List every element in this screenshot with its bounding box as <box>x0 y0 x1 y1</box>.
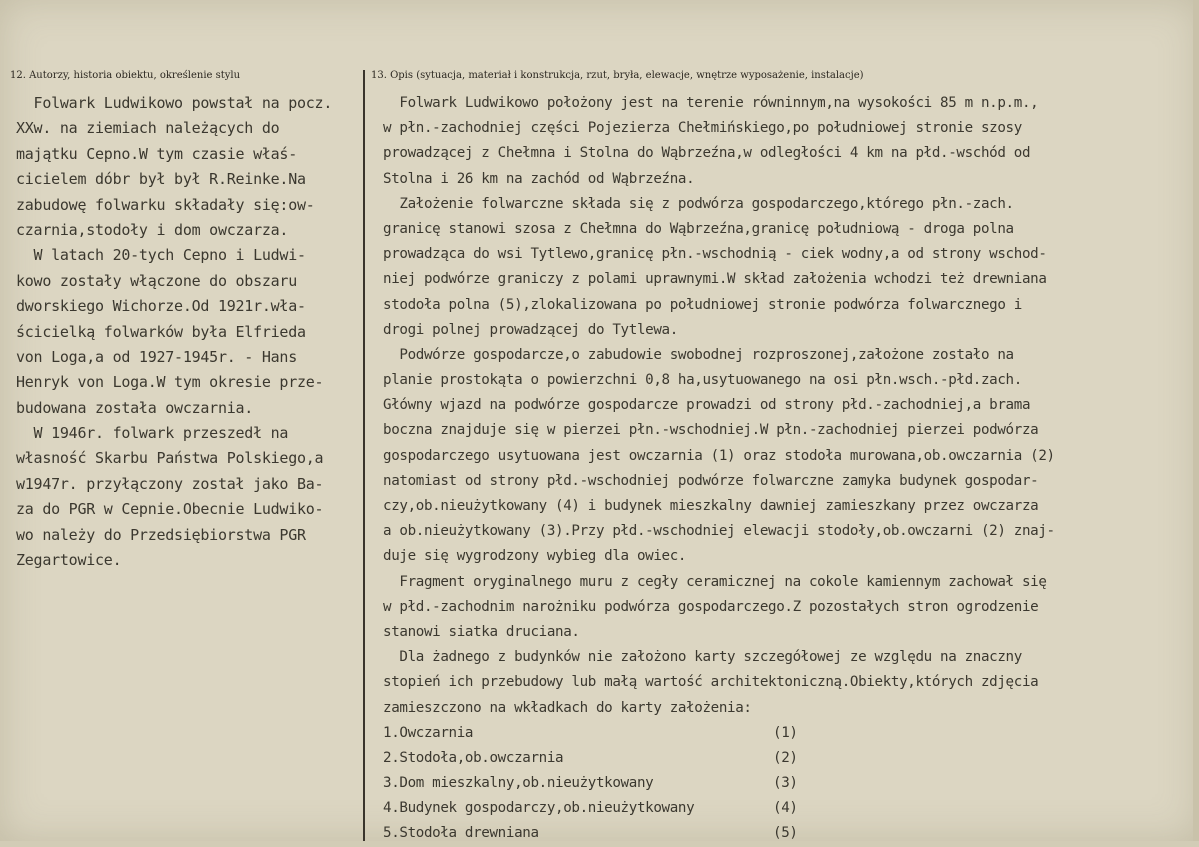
object-name: 2.Stodoła,ob.owczarnia <box>383 749 564 766</box>
history-line: kowo zostały włączone do obszaru <box>16 271 297 290</box>
object-number: (5) <box>773 825 798 842</box>
description-line: Folwark Ludwikowo położony jest na terenie równinnym,na wysokości 85 m n.p.m., <box>383 95 1039 111</box>
description-line: boczna znajduje się w pierzei płn.-wschodniej.W płn.-zachodniej pierzei podwórza <box>383 422 1039 439</box>
description-line: Stolna i 26 km na zachód od Wąbrzeźna. <box>383 170 695 187</box>
history-line: własność Skarbu Państwa Polskiego,a <box>16 449 324 468</box>
left-column-header: 12. Autorzy, historia obiektu, określenie stylu <box>10 70 241 81</box>
object-list-item <box>383 771 1193 796</box>
description-line: w płd.-zachodnim narożniku podwórza gospodarczego.Z pozostałych stron ogrodzenie <box>383 598 1039 615</box>
object-name: 1.Owczarnia <box>383 724 474 741</box>
description-line: zamieszczono na wkładkach do karty założenia: <box>383 699 752 716</box>
column-divider <box>363 70 365 841</box>
history-line: zabudowę folwarku składały się:ow- <box>16 195 315 214</box>
history-line: Folwark Ludwikowo powstał na pocz. <box>16 94 333 112</box>
description-line: niej podwórze graniczy z polami uprawnymi.W skład założenia wchodzi też drewniana <box>383 271 1047 288</box>
description-line: stopień ich przebudowy lub małą wartość architektoniczną.Obiekty,których zdjęcia <box>383 674 1039 691</box>
object-list-item <box>383 821 1193 846</box>
history-line: wo należy do Przedsiębiorstwa PGR <box>16 525 306 544</box>
description-line: Założenie folwarczne składa się z podwórza gospodarczego,którego płn.-zach. <box>383 195 1014 212</box>
description-line: gospodarczego usytuowana jest owczarnia (1) oraz stodoła murowana,ob.owczarnia (2) <box>383 447 1055 464</box>
object-number: (3) <box>773 775 798 792</box>
object-list-item <box>383 721 1193 746</box>
description-line: Podwórze gospodarcze,o zabudowie swobodnej rozproszonej,założone zostało na <box>383 346 1014 363</box>
description-line: w płn.-zachodniej części Pojezierza Chełmińskiego,po południowej stronie szosy <box>383 120 1022 137</box>
history-line: W latach 20-tych Cepno i Ludwi- <box>16 246 306 265</box>
description-line: prowadzącej z Chełmna i Stolna do Wąbrzeźna,w odległości 4 km na płd.-wschód od <box>383 145 1031 162</box>
object-list-item <box>383 746 1193 771</box>
description-line: drogi polnej prowadzącej do Tytlewa. <box>383 321 678 338</box>
description-line: duje się wygrodzony wybieg dla owiec. <box>383 548 687 565</box>
history-line: W 1946r. folwark przeszedł na <box>16 424 289 443</box>
description-line: Fragment oryginalnego muru z cegły ceramicznej na cokole kamiennym zachował się <box>383 573 1047 590</box>
description-text <box>383 91 1193 847</box>
history-line: Henryk von Loga.W tym okresie prze- <box>16 373 324 392</box>
history-line: za do PGR w Cepnie.Obecnie Ludwiko- <box>16 500 324 519</box>
description-line: prowadząca do wsi Tytlewo,granicę płn.-wschodnią - ciek wodny,a od strony wschod- <box>383 246 1047 263</box>
object-number: (2) <box>773 749 798 766</box>
history-line: w1947r. przyłączony został jako Ba- <box>16 474 324 493</box>
history-line: ścicielką folwarków była Elfrieda <box>16 322 306 341</box>
object-name: 5.Stodoła drewniana <box>383 825 539 842</box>
history-line: czarnia,stodoły i dom owczarza. <box>16 220 289 239</box>
history-line: majątku Cepno.W tym czasie właś- <box>16 144 297 163</box>
description-line: Dla żadnego z budynków nie założono karty szczegółowej ze względu na znaczny <box>383 649 1022 666</box>
description-line: Główny wjazd na podwórze gospodarcze prowadzi od strony płd.-zachodniej,a brama <box>383 397 1031 414</box>
object-name: 3.Dom mieszkalny,ob.nieużytkowany <box>383 775 654 792</box>
history-line: budowana została owczarnia. <box>16 398 254 417</box>
description-line: planie prostokąta o powierzchni 0,8 ha,usytuowanego na osi płn.wsch.-płd.zach. <box>383 372 1022 389</box>
description-line: a ob.nieużytkowany (3).Przy płd.-wschodniej elewacji stodoły,ob.owczarni (2) znaj- <box>383 523 1055 540</box>
object-number: (4) <box>773 800 798 817</box>
history-line: von Loga,a od 1927-1945r. - Hans <box>16 347 297 366</box>
description-line: czy,ob.nieużytkowany (4) i budynek mieszkalny dawniej zamieszkany przez owczarza <box>383 498 1039 514</box>
object-list-item <box>383 796 1193 821</box>
history-line: XXw. na ziemiach należących do <box>16 119 280 138</box>
history-line: cicielem dóbr był był R.Reinke.Na <box>16 170 306 189</box>
page-edge <box>1193 0 1199 841</box>
history-line: Zegartowice. <box>16 551 122 570</box>
description-line: stanowi siatka druciana. <box>383 623 580 640</box>
object-name: 4.Budynek gospodarczy,ob.nieużytkowany <box>383 800 695 817</box>
history-text <box>16 91 361 573</box>
description-line: stodoła polna (5),zlokalizowana po południowej stronie podwórza folwarcznego i <box>383 296 1022 313</box>
description-line: granicę stanowi szosa z Chełmna do Wąbrzeźna,granicę południową - droga polna <box>383 220 1014 237</box>
right-column-header: 13. Opis (sytuacja, materiał i konstrukcja, rzut, bryła, elewacje, wnętrze wyposażenie, instalacje) <box>371 70 864 81</box>
history-line: dworskiego Wichorze.Od 1921r.wła- <box>16 297 306 316</box>
object-number: (1) <box>773 724 798 741</box>
description-line: natomiast od strony płd.-wschodniej podwórze folwarczne zamyka budynek gospodar- <box>383 472 1039 489</box>
